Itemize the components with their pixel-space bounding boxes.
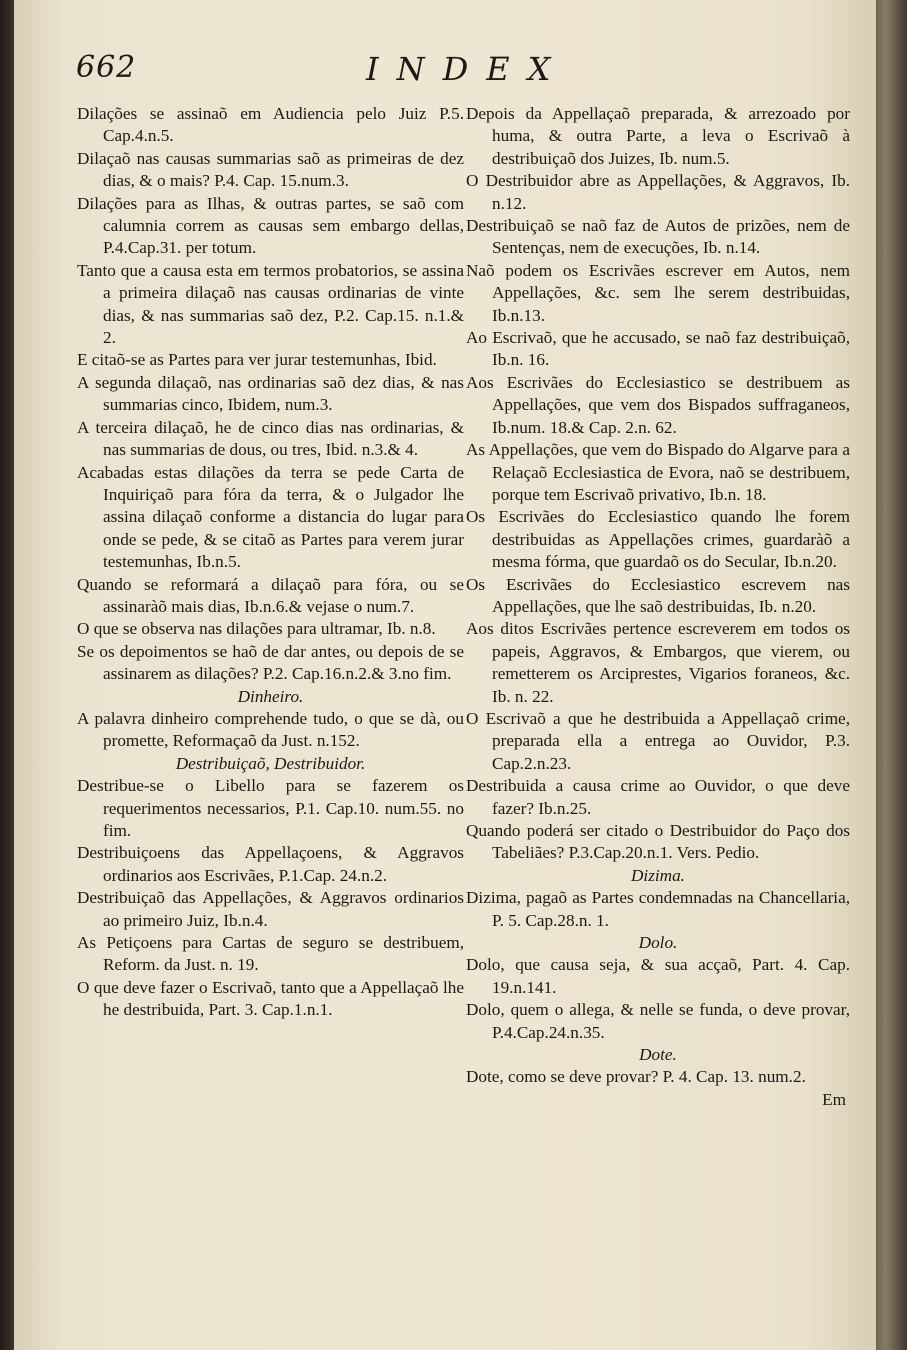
index-entry: O que deve fazer o Escrivaõ, tanto que a Appellaçaõ lhe he destribuida, Part. 3. Cap.1.n.1. xyxy=(77,977,464,1020)
index-entry: Acabadas estas dilações da terra se pede Carta de Inquiriçaõ para fóra da terra, & o Julgador lhe assina dilaçaõ conforme a distancia do lugar para onde se pede, & se citaõ as Partes para verem jurar testemunhas, Ib.n.5. xyxy=(77,462,464,572)
section-heading: Dizima. xyxy=(631,865,685,885)
index-entry: O Escrivaõ a que he destribuida a Appellaçaõ crime, preparada ella a entrega ao Ouvidor, P.3. Cap.2.n.23. xyxy=(466,708,850,773)
index-entry: O Destribuidor abre as Appellações, & Aggravos, Ib. n.12. xyxy=(466,171,850,213)
section-heading: Destribuiçaõ, Destribuidor. xyxy=(175,753,366,773)
index-entry: O que se observa nas dilações para ultramar, Ib. n.8. xyxy=(77,619,436,639)
index-entry: E citaõ-se as Partes para ver jurar testemunhas, Ibid. xyxy=(77,350,437,370)
index-entry: Os Escrivães do Ecclesiastico quando lhe forem destribuidas as Appellações crimes, guardaràõ a mesma fórma, que guardaõ os do Secular, Ib.n.20. xyxy=(466,507,850,572)
index-entry: A terceira dilaçaõ, he de cinco dias nas ordinarias, & nas summarias de dous, ou tres, Ibid. n.3.& 4. xyxy=(77,417,464,460)
index-entry: Aos Escrivães do Ecclesiastico se destribuem as Appellações, que vem dos Bispados suffraganeos, Ib.num. 18.& Cap. 2.n. 62. xyxy=(466,372,850,437)
index-entry: Destribuiçaõ se naõ faz de Autos de prizões, nem de Sentenças, nem de execuções, Ib. n.14. xyxy=(466,216,850,258)
index-entry: Quando poderá ser citado o Destribuidor do Paço dos Tabeliães? P.3.Cap.20.n.1. Vers. Pedio. xyxy=(466,821,850,863)
index-entry: Se os depoimentos se haõ de dar antes, ou depois de se assinarem as dilações? P.2. Cap.16.n.2.& 3.no fim. xyxy=(77,641,464,684)
index-entry: Quando se reformará a dilaçaõ para fóra, ou se assinaràõ mais dias, Ib.n.6.& vejase o num.7. xyxy=(77,574,464,616)
index-entry: A palavra dinheiro comprehende tudo, o que se dà, ou promette, Reformaçaõ da Just. n.152. xyxy=(77,708,464,751)
index-entry: Depois da Appellaçaõ preparada, & arrezoado por huma, & outra Parte, a leva o Escrivaõ à destribuiçaõ dos Juizes, Ib. num.5. xyxy=(466,104,850,168)
next-page-edge xyxy=(876,0,907,1350)
index-entry: Tanto que a causa esta em termos probatorios, se assina a primeira dilaçaõ nas causas ordinarias de vinte dias, & nas summarias saõ dez, P.2. Cap.15. n.1.& 2. xyxy=(77,260,464,348)
index-entry: Destribuiçaõ das Appellações, & Aggravos ordinarios ao primeiro Juiz, Ib.n.4. xyxy=(77,888,464,930)
index-entry: Os Escrivães do Ecclesiastico escrevem nas Appellações, que lhe saõ destribuidas, Ib. n.20. xyxy=(466,574,850,616)
section-heading: Dolo. xyxy=(638,933,678,953)
catchword: Em xyxy=(822,1089,846,1109)
book-binding xyxy=(0,0,14,1350)
index-entry: Dote, como se deve provar? P. 4. Cap. 13. num.2. xyxy=(466,1067,806,1087)
index-entry: Destribuiçoens das Appellaçoens, & Aggravos ordinarios aos Escrivães, P.1.Cap. 24.n.2. xyxy=(77,843,464,885)
index-entry: Destribuida a causa crime ao Ouvidor, o que deve fazer? Ib.n.25. xyxy=(466,776,850,818)
index-entry: Ao Escrivaõ, que he accusado, se naõ faz destribuiçaõ, Ib.n. 16. xyxy=(466,328,850,370)
page-number: 662 xyxy=(76,50,137,85)
index-entry: Dilaçaõ nas causas summarias saõ as primeiras de dez dias, & o mais? P.4. Cap. 15.num.3. xyxy=(77,148,464,191)
index-entry: A segunda dilaçaõ, nas ordinarias saõ dez dias, & nas summarias cinco, Ibidem, num.3. xyxy=(77,372,464,415)
index-entry: Dolo, que causa seja, & sua acçaõ, Part. 4. Cap. 19.n.141. xyxy=(466,955,850,997)
index-entry: As Petiçoens para Cartas de seguro se destribuem, Reform. da Just. n. 19. xyxy=(77,933,464,975)
index-entry: Dolo, quem o allega, & nelle se funda, o deve provar, P.4.Cap.24.n.35. xyxy=(466,1000,850,1042)
index-entry: Aos ditos Escrivães pertence escreverem em todos os papeis, Aggravos, & Embargos, que vierem, ou remetterem os Arciprestes, Vigarios foraneos, &c. Ib. n. 22. xyxy=(466,619,850,706)
index-entry: Dilações para as Ilhas, & outras partes, se saõ com calumnia correm as causas sem embargo dellas, P.4.Cap.31. per totum. xyxy=(77,193,464,258)
index-entry: As Appellações, que vem do Bispado do Algarve para a Relaçaõ Ecclesiastica de Evora, naõ se destribuem, porque tem Escrivaõ privativo, Ib.n. 18. xyxy=(466,440,850,504)
index-entry: Destribue-se o Libello para se fazerem os requerimentos necessarios, P.1. Cap.10. num.55. no fim. xyxy=(77,776,464,840)
book-page xyxy=(14,0,876,1350)
index-entry: Dilações se assinaõ em Audiencia pelo Juiz P.5. Cap.4.n.5. xyxy=(77,104,464,146)
section-heading: Dote. xyxy=(639,1045,677,1065)
section-heading: Dinheiro. xyxy=(237,686,304,706)
running-head: INDEX xyxy=(366,50,569,88)
right-column xyxy=(466,103,850,1111)
left-column xyxy=(77,103,464,1022)
index-entry: Dizima, pagaõ as Partes condemnadas na Chancellaria, P. 5. Cap.28.n. 1. xyxy=(466,888,850,930)
index-entry: Naõ podem os Escrivães escrever em Autos, nem Appellações, &c. sem lhe serem destribuidas, Ib.n.13. xyxy=(466,260,850,325)
